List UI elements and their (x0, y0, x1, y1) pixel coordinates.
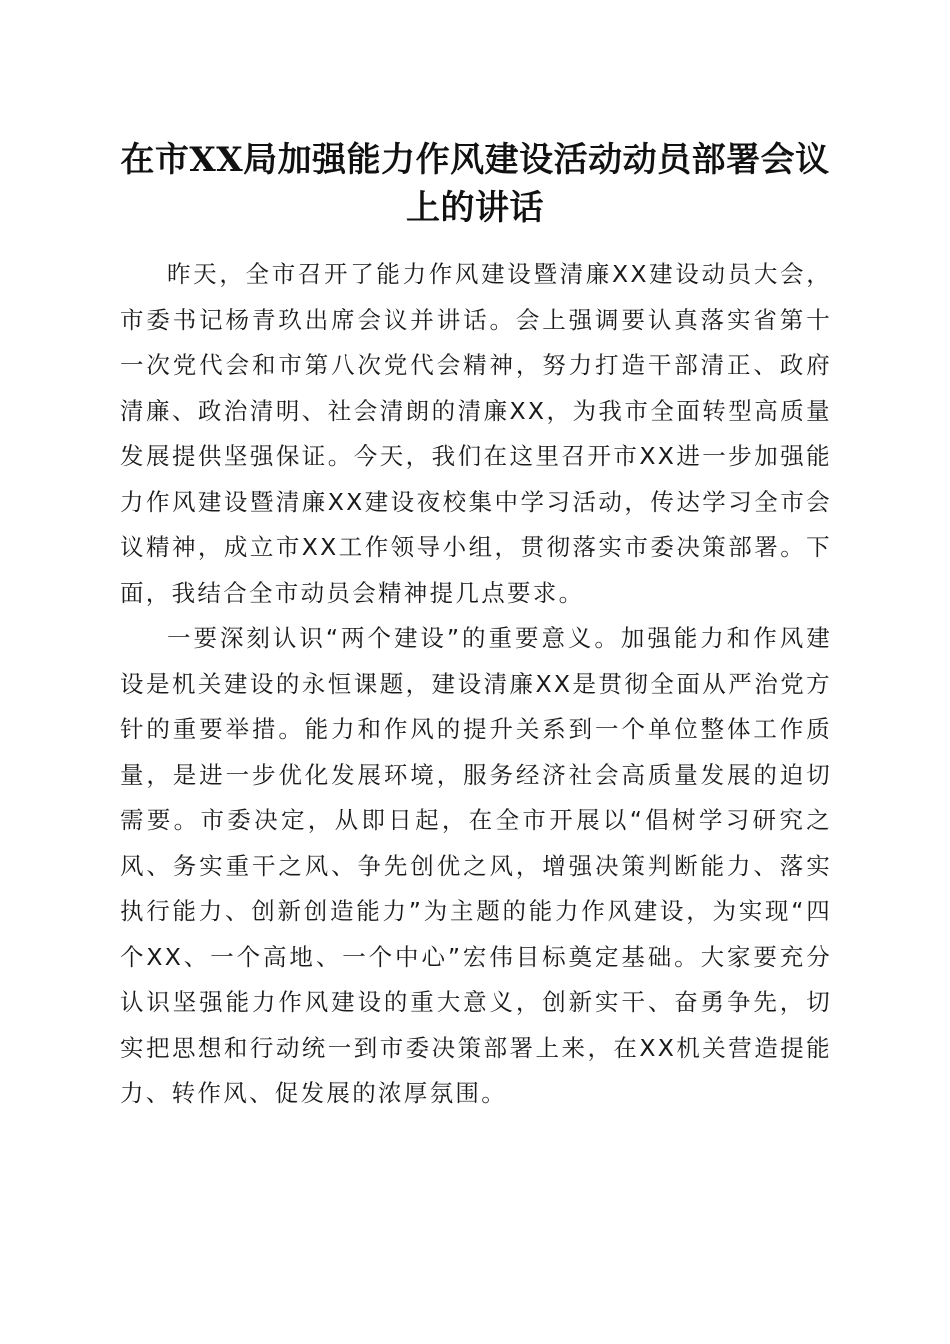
paragraph-2: 一要深刻认识“两个建设”的重要意义。加强能力和作风建设是机关建设的永恒课题，建设清廉XX是贯彻全面从严治党方针的重要举措。能力和作风的提升关系到一个单位整体工作质量，是进一步优化发展环境，服务经济社会高质量发展的迫切需要。市委决定，从即日起，在全市开展以“倡树学习研究之风、务实重干之风、争先创优之风，增强决策判断能力、落实执行能力、创新创造能力”为主题的能力作风建设，为实现“四个XX、一个高地、一个中心”宏伟目标奠定基础。大家要充分认识坚强能力作风建设的重大意义，创新实干、奋勇争先，切实把思想和行动统一到市委决策部署上来，在XX机关营造提能力、转作风、促发展的浓厚氛围。 (120, 624, 832, 1107)
document-body (120, 252, 832, 1117)
document-title: 在市XX局加强能力作风建设活动动员部署会议上的讲话 (120, 140, 830, 228)
paragraph-1: 昨天，全市召开了能力作风建设暨清廉XX建设动员大会，市委书记杨青玖出席会议并讲话。会上强调要认真落实省第十一次党代会和市第八次党代会精神，努力打造干部清正、政府清廉、政治清明、社会清朗的清廉XX，为我市全面转型高质量发展提供坚强保证。今天，我们在这里召开市XX进一步加强能力作风建设暨清廉XX建设夜校集中学习活动，传达学习全市会议精神，成立市XX工作领导小组，贯彻落实市委决策部署。下面，我结合全市动员会精神提几点要求。 (120, 260, 832, 607)
